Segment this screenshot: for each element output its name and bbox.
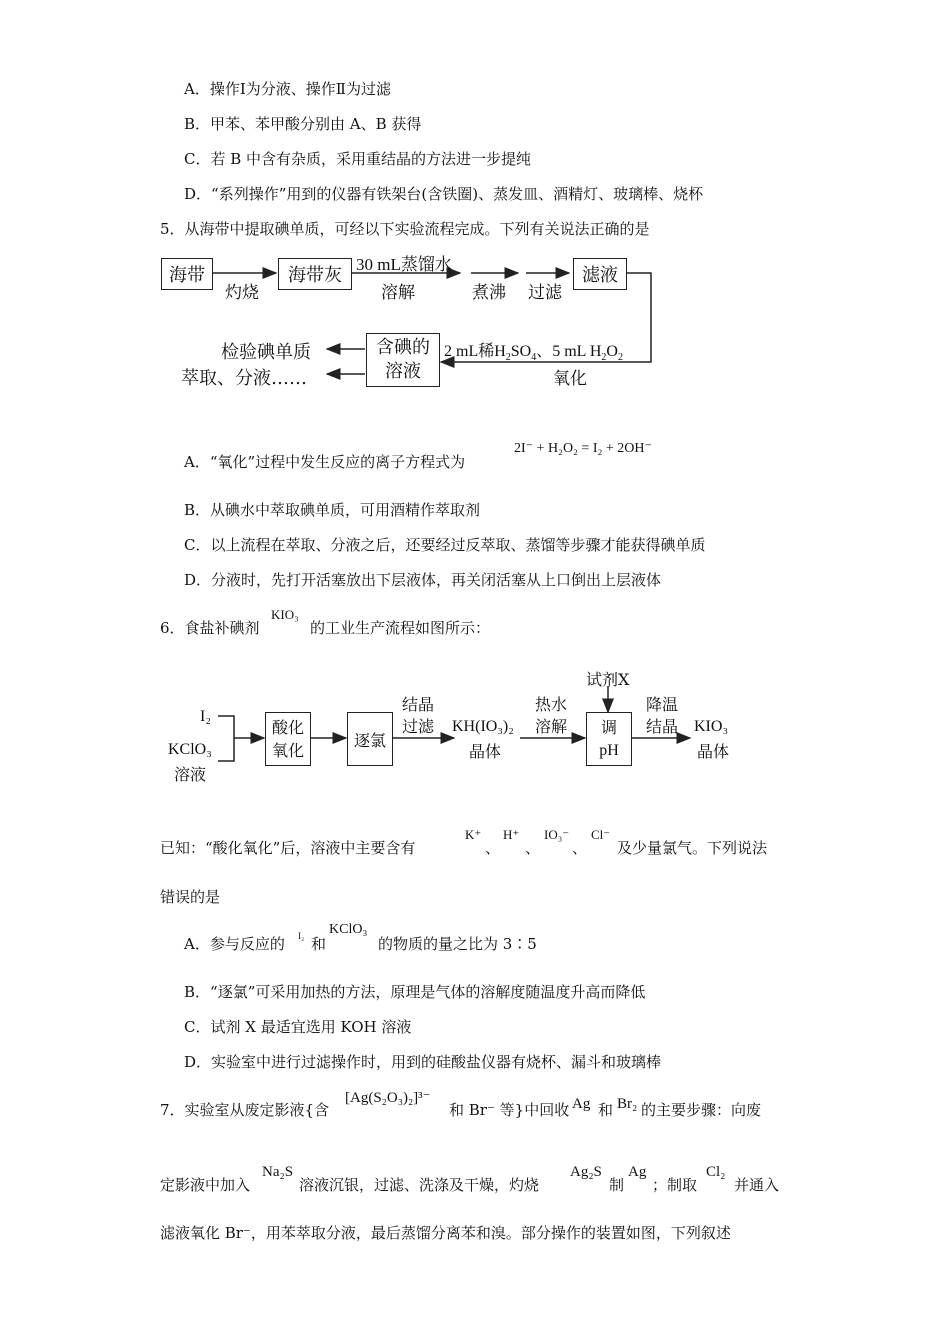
q4-option-b: B．甲苯、苯甲酸分别由 A、B 获得	[184, 115, 422, 133]
q6-flow-jiangwen: 降温	[646, 695, 679, 714]
q7-ag2s: Ag₂S	[570, 1164, 602, 1180]
q5-option-c: C．以上流程在萃取、分液之后，还要经过反萃取、蒸馏等步骤才能获得碘单质	[184, 536, 706, 554]
q6-ion-cl: Cl⁻	[591, 827, 611, 842]
q6-box-tiao-line1: 调	[600, 718, 617, 737]
q5-label-zhuoshao: 灼烧	[225, 283, 259, 303]
q4-option-d: D．“系列操作”用到的仪器有铁架台(含铁圈)、蒸发皿、酒精灯、玻璃棒、烧杯	[184, 185, 704, 203]
q6-flow-kclo3: KClO₃	[168, 741, 212, 758]
q5-box-lvye-label: 滤液	[582, 265, 618, 286]
q6-box-zhuolv-label: 逐氯	[353, 730, 386, 750]
q5-oxidant-part: 2 mL稀H	[444, 343, 506, 360]
q7-complex-ion: [Ag(S₂O₃)₂]³⁻	[345, 1090, 431, 1106]
q7-cl2: Cl₂	[706, 1164, 726, 1180]
q5-box-handian	[366, 333, 440, 387]
q6-box-tiao-line2: pH	[599, 742, 619, 759]
q5-label-oxidant	[444, 338, 623, 363]
q4-option-c: C．若 B 中含有杂质，采用重结晶的方法进一步提纯	[184, 150, 532, 168]
q6-option-a-and: 和	[311, 935, 327, 953]
q6-option-a-post: 的物质的量之比为 3∶5	[378, 935, 537, 953]
q6-box-suanhua-line2: 氧化	[271, 741, 304, 760]
q5-label-zhufei: 煮沸	[472, 283, 506, 303]
q6-known-line2: 错误的是	[160, 888, 221, 906]
q5-box-haidaihui-label: 海带灰	[288, 265, 342, 286]
q6-ion-k: K⁺	[465, 827, 482, 842]
q7-line1-d: 的主要步骤：向废	[641, 1101, 762, 1119]
q5-label-water: 30 mL蒸馏水	[356, 255, 452, 274]
q7-line2-e: 并通入	[734, 1176, 780, 1194]
q6-flow-rongjie: 溶解	[535, 717, 568, 736]
q6-box-tiao-ph	[586, 712, 632, 766]
q5-oxidant-part: O	[606, 343, 618, 360]
q5-label-guolv: 过滤	[528, 283, 562, 303]
q5-oxidant-sub: 4	[531, 352, 537, 364]
q6-option-a-kclo3: KClO₃	[329, 922, 368, 937]
q5-box-haidai	[161, 258, 213, 290]
q5-oxidant-part: SO	[510, 343, 532, 360]
q6-flow-jiejing2: 结晶	[646, 717, 679, 736]
q7-ag-product: Ag	[628, 1164, 647, 1180]
q5-option-b: B．从碘水中萃取碘单质，可用酒精作萃取剂	[184, 501, 481, 519]
q6-sep: 、	[525, 839, 541, 857]
q5-label-jianyan: 检验碘单质	[221, 342, 311, 363]
q6-option-c: C．试剂 X 最适宜选用 KOH 溶液	[184, 1018, 412, 1036]
q6-known-post: 及少量氯气。下列说法	[617, 839, 768, 857]
q6-ion-h: H⁺	[503, 827, 520, 842]
q6-known-pre: 已知：“酸化氧化”后，溶液中主要含有	[160, 839, 416, 857]
q7-na2s: Na₂S	[262, 1164, 294, 1180]
q6-box-suanhua-line1: 酸化	[271, 718, 304, 737]
q5-oxidant-sub: 2	[617, 352, 623, 364]
q5-label-cuiqu: 萃取、分液……	[181, 368, 307, 389]
q7-line3: 滤液氧化 Br⁻，用苯萃取分液，最后蒸馏分离苯和溴。部分操作的装置如图，下列叙述	[160, 1224, 731, 1242]
q7-line1-c: 和	[598, 1101, 614, 1119]
q7-line2-b: 溶液沉银，过滤、洗涤及干燥，灼烧	[299, 1176, 540, 1194]
q7-line2-c: 制	[609, 1176, 625, 1194]
q6-sep: 、	[572, 839, 588, 857]
q6-flow-kio3: KIO₃	[694, 718, 729, 735]
q7-line1-b: 和 Br⁻ 等}中回收	[449, 1101, 570, 1119]
q6-flow-khio: KH(IO₃)₂	[452, 718, 514, 735]
q6-option-a-pre: A．参与反应的	[184, 935, 285, 953]
q6-stem-formula: KIO₃	[271, 607, 299, 622]
q6-ion-io3: IO₃⁻	[544, 827, 570, 842]
q7-line2-a: 定影液中加入	[160, 1176, 251, 1194]
q5-box-handian-line1: 含碘的	[376, 337, 430, 358]
q6-flow-rongye: 溶液	[174, 765, 207, 784]
q5-oxidant-sub: 2	[601, 352, 607, 364]
q6-flow-jingti1: 晶体	[469, 742, 502, 761]
q6-flow-jingti2: 晶体	[697, 742, 730, 761]
q6-flow-shiji: 试剂X	[586, 670, 630, 689]
q5-oxidant-sub: 2	[505, 352, 511, 364]
q6-stem-post: 的工业生产流程如图所示：	[310, 619, 491, 637]
q5-option-a-text: A．“氧化”过程中发生反应的离子方程式为	[184, 453, 466, 471]
q5-option-a	[184, 452, 465, 472]
q4-option-a: A．操作Ⅰ为分液、操作Ⅱ为过滤	[184, 80, 391, 98]
q7-br2: Br₂	[617, 1096, 638, 1112]
q5-box-haidaihui	[278, 258, 352, 290]
q6-flow-guolv: 过滤	[402, 717, 435, 736]
q7-line1-a: 7．实验室从废定影液{含	[160, 1101, 330, 1119]
q6-flow-i2: I₂	[200, 708, 211, 725]
q6-stem-pre: 6．食盐补碘剂	[160, 619, 260, 637]
q5-box-handian-line2: 溶液	[385, 361, 421, 382]
q5-stem: 5．从海带中提取碘单质，可经以下实验流程完成。下列有关说法正确的是	[160, 220, 650, 238]
q6-box-zhuolv	[347, 712, 393, 766]
q6-box-suanhua	[265, 712, 311, 766]
q6-flow-jiejing: 结晶	[402, 695, 435, 714]
q5-option-d: D．分液时，先打开活塞放出下层液体，再关闭活塞从上口倒出上层液体	[184, 571, 662, 589]
q5-box-lvye	[573, 258, 627, 290]
q5-box-haidai-label: 海带	[169, 265, 205, 286]
q5-label-yanghua: 氧化	[553, 369, 587, 389]
q6-flow-reshui: 热水	[535, 695, 568, 714]
q7-ag: Ag	[572, 1096, 591, 1112]
q7-line2-d: ；制取	[652, 1176, 698, 1194]
q5-label-rongjie: 溶解	[381, 283, 415, 303]
q5-option-a-equation: 2I⁻ + H₂O₂ = I₂ + 2OH⁻	[514, 441, 652, 456]
q5-oxidant-part: 、5 mL H	[536, 343, 602, 360]
q6-option-b: B．“逐氯”可采用加热的方法，原理是气体的溶解度随温度升高而降低	[184, 983, 646, 1001]
q6-option-a-i2: I₂	[298, 931, 305, 941]
q6-option-d: D．实验室中进行过滤操作时，用到的硅酸盐仪器有烧杯、漏斗和玻璃棒	[184, 1053, 662, 1071]
q6-sep: 、	[485, 839, 501, 857]
